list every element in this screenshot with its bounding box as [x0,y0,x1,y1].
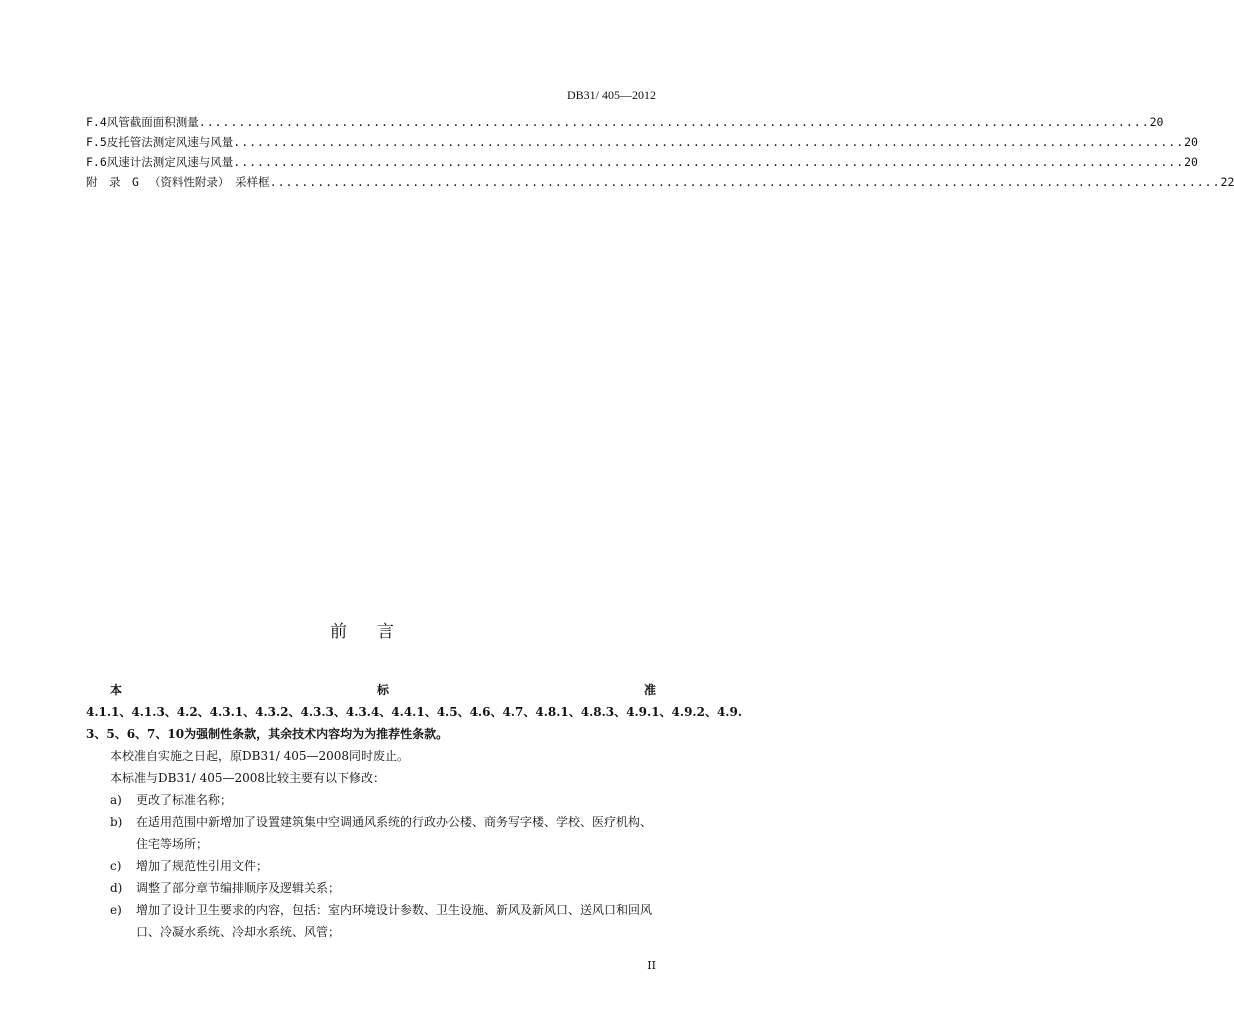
list-item-label: a) [110,793,122,807]
word: 本 [110,683,123,697]
toc-title: 风速计法测定风速与风量 [106,155,234,169]
list-item-label: b) [110,815,123,829]
toc-number: F.6 [86,155,107,169]
toc-title: （资料性附录） 采样框 [148,175,270,189]
list-item-label: e) [110,903,122,917]
list-item-label: d) [110,881,123,895]
list-item-text: 增加了设计卫生要求的内容，包括：室内环境设计参数、卫生设施、新风及新风口、送风口和回风口、冷凝水系统、冷却水系统、风管； [136,903,653,939]
foreword-title: 前言 [330,622,424,642]
toc-entry[interactable] [86,172,1234,192]
toc-page: 20 [1149,115,1164,129]
word: 准 [643,683,656,697]
list-item [86,855,656,877]
list-item [86,789,656,811]
toc-number: F.5 [86,135,107,149]
foreword-body [86,679,743,943]
toc-leader-dots [270,172,1221,192]
toc-number: F.4 [86,115,107,129]
list-item [86,877,656,899]
toc-leader-dots [199,112,1150,132]
list-item [86,899,656,943]
paragraph: 本标准与DB31/ 405—2008比较主要有以下修改： [110,771,386,785]
mandatory-clause-line: 4.1.1、4.1.3、4.2、4.3.1、4.3.2、4.3.3、4.3.4、4.4.1、4.5、4.6、4.7、4.8.1、4.8.3、4.9.1、4.9.2、4.9. [86,705,743,719]
toc-entry[interactable] [86,152,1198,172]
toc-entry[interactable] [86,112,1164,132]
list-item-text: 更改了标准名称； [136,793,233,807]
mandatory-clause-line [86,679,656,701]
list-item-text: 调整了部分章节编排顺序及逻辑关系； [136,881,341,895]
toc-title: 皮托管法测定风速与风量 [106,135,234,149]
mandatory-clause-line: 3、5、6、7、10为强制性条款，其余技术内容均为为推荐性条款。 [86,727,449,741]
list-item-text: 在适用范围中新增加了设置建筑集中空调通风系统的行政办公楼、商务写字楼、学校、医疗机构、住宅等场所； [136,815,653,851]
toc-leader-dots [233,132,1184,152]
toc-page: 20 [1184,135,1198,149]
toc-leader-dots [233,152,1184,172]
table-of-contents [86,112,1234,192]
list-item-label: c) [110,859,122,873]
list-item-text: 增加了规范性引用文件； [136,859,269,873]
toc-page: 22 [1220,175,1234,189]
document-code: DB31/ 405—2012 [566,88,656,102]
toc-entry[interactable] [86,132,1198,152]
paragraph: 本校准自实施之日起，原DB31/ 405—2008同时废止。 [110,749,410,763]
word: 标 [376,683,389,697]
toc-title: 风管截面面积测量 [106,115,199,129]
list-item [86,811,656,855]
toc-page: 20 [1184,155,1198,169]
page-number: II [647,959,656,972]
toc-number: 附 录 G [86,175,139,189]
